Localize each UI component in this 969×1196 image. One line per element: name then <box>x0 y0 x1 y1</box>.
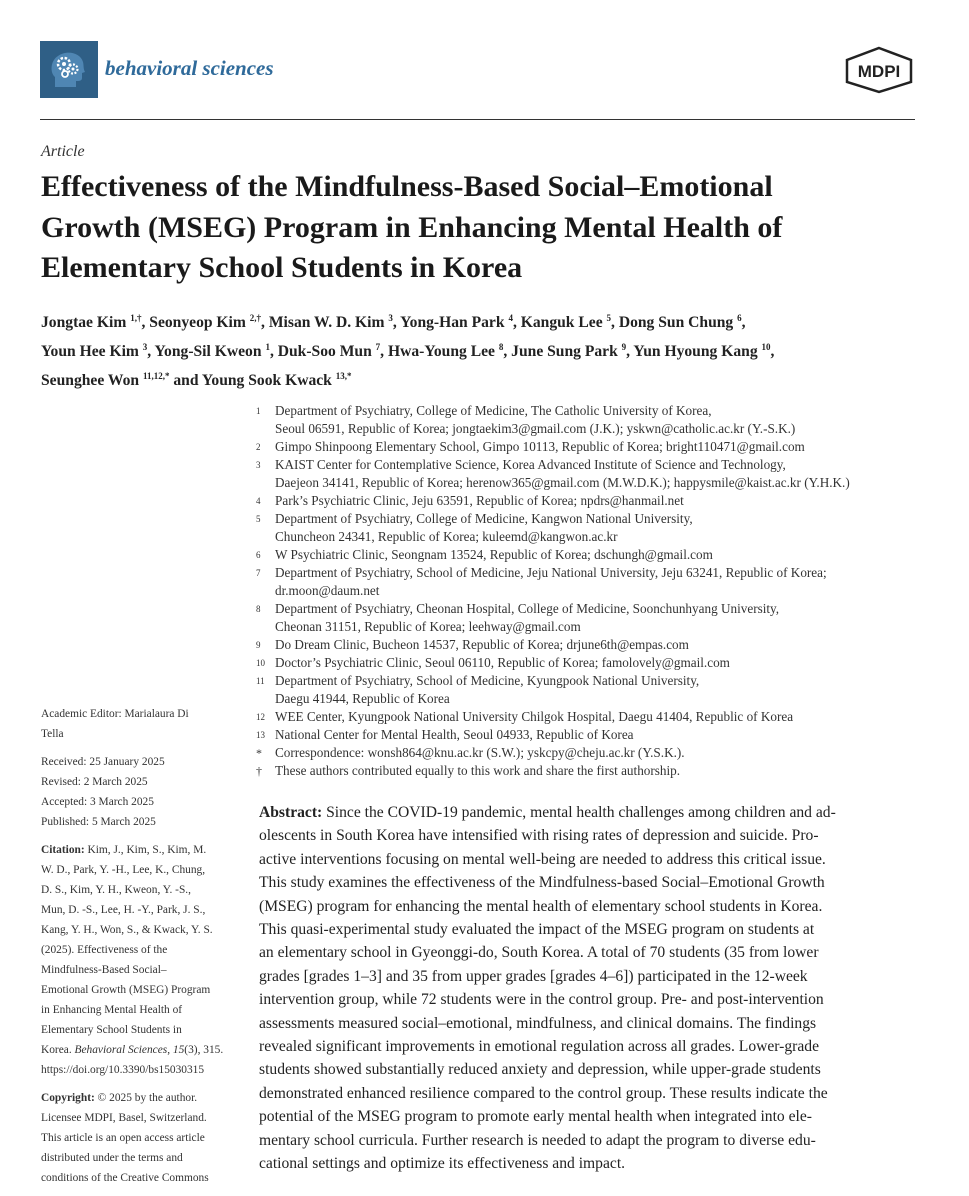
affiliation-text: These authors contributed equally to this work and share the first authorship. <box>275 763 681 778</box>
affiliation-number: 10 <box>256 658 265 668</box>
citation-doi-link[interactable]: https://doi.org/10.3390/bs15030315 <box>41 1064 205 1076</box>
citation-block <box>41 840 241 1080</box>
author-affiliation-marker: 4 <box>508 313 513 323</box>
citation-line: Kim, J., Kim, S., Kim, M. <box>84 844 207 856</box>
citation-journal-pre: Korea. <box>41 1044 75 1056</box>
citation-journal-mid: , <box>167 1044 173 1056</box>
publication-dates <box>41 752 241 832</box>
author-separator: , <box>512 314 521 332</box>
citation-line: Mindfulness-Based Social– <box>41 964 167 976</box>
author-name[interactable]: Duk-Soo Mun <box>277 343 376 361</box>
abstract-line: mentary school curricula. Further research is needed to adapt the program to diverse edu- <box>259 1131 816 1149</box>
citation-line: in Enhancing Mental Health of <box>41 1004 183 1016</box>
author-name[interactable]: Young Sook Kwack <box>201 372 336 390</box>
head-with-gears-icon <box>46 47 92 93</box>
affiliation-text: Gimpo Shinpoong Elementary School, Gimpo 10113, Republic of Korea; bright110471@gmail.com <box>275 439 805 454</box>
affiliation-number: 7 <box>256 568 261 578</box>
date-accepted: Accepted: 3 March 2025 <box>41 796 154 808</box>
affiliation-text: Department of Psychiatry, College of Medicine, Kangwon National University, <box>275 511 693 526</box>
citation-journal-post: (3), 315. <box>184 1044 224 1056</box>
copyright-line: Licensee MDPI, Basel, Switzerland. <box>41 1112 207 1124</box>
author-separator: , <box>626 343 634 361</box>
citation-line: Elementary School Students in <box>41 1024 182 1036</box>
affiliation-text: Doctor’s Psychiatric Clinic, Seoul 06110, Republic of Korea; famolovely@gmail.com <box>275 655 730 670</box>
affiliation-item <box>256 438 916 456</box>
copyright-line: © 2025 by the author. <box>94 1092 198 1104</box>
author-name[interactable]: Seunghee Won <box>41 372 143 390</box>
author-name[interactable]: Dong Sun Chung <box>618 314 738 332</box>
author-affiliation-marker: 10 <box>761 342 771 353</box>
abstract-text: Since the COVID-19 pandemic, mental health challenges among children and ad- <box>322 804 836 821</box>
affiliation-text: KAIST Center for Contemplative Science, Korea Advanced Institute of Science and Technology, <box>275 457 786 472</box>
copyright-line: This article is an open access article <box>41 1132 205 1144</box>
author-name[interactable]: Yong-Sil Kweon <box>154 343 266 361</box>
abstract-line: (MSEG) program for enhancing the mental health of elementary school students in Korea. <box>259 897 823 915</box>
affiliation-item <box>256 672 916 708</box>
abstract-label: Abstract: <box>259 804 323 821</box>
author-separator: , <box>141 314 150 332</box>
affiliation-text: Department of Psychiatry, School of Medicine, Jeju National University, Jeju 63241, Republic of Korea; <box>275 565 827 580</box>
affiliation-item <box>256 600 916 636</box>
affiliations-list <box>256 402 916 780</box>
affiliation-number: 6 <box>256 550 261 560</box>
author-separator: , <box>611 314 619 332</box>
author-separator: and <box>169 372 202 390</box>
title-line: Effectiveness of the Mindfulness-Based Social–Emotional <box>41 170 773 203</box>
affiliation-item <box>256 402 916 438</box>
author-affiliation-marker: 5 <box>606 313 612 323</box>
citation-line: Emotional Growth (MSEG) Program <box>41 984 211 996</box>
author-affiliation-marker: 3 <box>142 342 148 353</box>
date-published: Published: 5 March 2025 <box>41 816 156 828</box>
citation-line: W. D., Park, Y. -H., Lee, K., Chung, <box>41 864 206 876</box>
author-separator: , <box>380 343 388 361</box>
affiliation-item <box>256 726 916 744</box>
title-line: Growth (MSEG) Program in Enhancing Mental Health of <box>41 210 783 244</box>
affiliation-text: Department of Psychiatry, Cheonan Hospital, College of Medicine, Soonchunhyang University, <box>275 601 780 616</box>
affiliation-text: Park’s Psychiatric Clinic, Jeju 63591, Republic of Korea; npdrs@hanmail.net <box>275 493 684 508</box>
academic-editor <box>41 704 241 744</box>
author-affiliation-marker: 7 <box>375 342 381 353</box>
affiliation-text: Seoul 06591, Republic of Korea; jongtaekim3@gmail.com (J.K.); yskwn@catholic.ac.kr (Y.-S.K.) <box>275 421 796 436</box>
affiliation-text: Department of Psychiatry, College of Medicine, The Catholic University of Korea, <box>275 403 712 418</box>
article-title <box>41 167 901 289</box>
title-line: Elementary School Students in Korea <box>41 251 523 284</box>
author-affiliation-marker: 1,† <box>130 313 142 323</box>
copyright-label: Copyright: <box>41 1092 95 1104</box>
abstract-line: revealed significant improvements in emotional regulation across all grades. Lower-grade <box>259 1038 819 1056</box>
article-info-sidebar <box>41 704 241 1196</box>
affiliation-number: * <box>256 746 262 760</box>
date-revised: Revised: 2 March 2025 <box>41 776 148 788</box>
abstract-line: an elementary school in Gyeonggi-do, South Korea. A total of 70 students (35 from lower <box>259 944 819 962</box>
author-separator: , <box>741 314 746 332</box>
abstract-line: assessments measured social–emotional, mindfulness, and clinical domains. The findings <box>259 1014 817 1032</box>
author-separator: , <box>261 314 269 332</box>
abstract-line: This quasi-experimental study evaluated the impact of the MSEG program on students at <box>259 921 815 939</box>
article-type: Article <box>41 143 85 160</box>
date-received: Received: 25 January 2025 <box>41 756 165 768</box>
mdpi-logo[interactable] <box>843 46 915 94</box>
author-list <box>41 306 921 394</box>
affiliation-text: National Center for Mental Health, Seoul 04933, Republic of Korea <box>275 727 634 742</box>
copyright-line: distributed under the terms and <box>41 1152 183 1164</box>
author-affiliation-marker: 8 <box>498 342 504 353</box>
author-name[interactable]: Hwa-Young Lee <box>387 343 499 361</box>
affiliation-text: Cheonan 31151, Republic of Korea; leehway@gmail.com <box>275 619 581 634</box>
affiliation-number: 13 <box>256 730 265 740</box>
affiliation-text: Chuncheon 24341, Republic of Korea; kuleemd@kangwon.ac.kr <box>275 529 618 544</box>
author-line <box>41 306 921 335</box>
author-separator: , <box>147 343 155 361</box>
affiliation-text: Department of Psychiatry, School of Medicine, Kyungpook National University, <box>275 673 700 688</box>
affiliation-item <box>256 708 916 726</box>
editor-line: Academic Editor: Marialaura Di <box>41 708 189 720</box>
author-name[interactable]: Jongtae Kim <box>41 314 131 332</box>
copyright-block <box>41 1088 241 1188</box>
author-line <box>41 335 921 364</box>
affiliation-number: 8 <box>256 604 261 614</box>
affiliation-text: WEE Center, Kyungpook National University Chilgok Hospital, Daegu 41404, Republic of Korea <box>275 709 794 724</box>
affiliation-number: 1 <box>256 406 261 416</box>
citation-label: Citation: <box>41 844 85 856</box>
affiliation-number: 2 <box>256 442 261 452</box>
affiliation-item <box>256 492 916 510</box>
header-divider <box>40 119 915 120</box>
copyright-line: conditions of the Creative Commons <box>41 1172 209 1184</box>
abstract-line: demonstrated enhanced resilience compared to the control group. These results indicate the <box>259 1084 828 1102</box>
affiliation-text: Daejeon 34141, Republic of Korea; herenow365@gmail.com (M.W.D.K.); happysmile@kaist.ac.kr (Y.H.K.) <box>275 475 850 490</box>
citation-line: D. S., Kim, Y. H., Kweon, Y. -S., <box>41 884 191 896</box>
author-name[interactable]: June Sung Park <box>511 343 622 361</box>
affiliation-number: 11 <box>256 676 265 686</box>
abstract-line: students showed substantially reduced anxiety and depression, while upper-grade students <box>259 1061 821 1079</box>
journal-name[interactable]: behavioral sciences <box>105 56 274 80</box>
citation-line: Kang, Y. H., Won, S., & Kwack, Y. S. <box>41 924 213 936</box>
affiliation-number: † <box>256 764 262 778</box>
affiliation-item <box>256 564 916 600</box>
affiliation-item <box>256 636 916 654</box>
abstract <box>259 801 915 1176</box>
affiliation-text: Do Dream Clinic, Bucheon 14537, Republic of Korea; drjune6th@empas.com <box>275 637 689 652</box>
affiliation-text: Daegu 41944, Republic of Korea <box>275 691 450 706</box>
affiliation-text: dr.moon@daum.net <box>275 583 380 598</box>
affiliation-number: 3 <box>256 460 261 470</box>
author-name[interactable]: Kanguk Lee <box>520 314 607 332</box>
author-affiliation-marker: 3 <box>388 313 393 323</box>
abstract-line: grades [grades 1–3] and 35 from upper grades [grades 4–6]) participated in the 12-week <box>259 967 808 985</box>
abstract-line: intervention group, while 72 students were in the control group. Pre- and post-intervention <box>259 991 824 1009</box>
citation-volume: 15 <box>172 1044 185 1056</box>
abstract-line: potential of the MSEG program to promote early mental health when integrated into ele- <box>259 1108 812 1126</box>
affiliation-number: 5 <box>256 514 261 524</box>
author-name[interactable]: Misan W. D. Kim <box>268 314 389 332</box>
affiliation-item <box>256 510 916 546</box>
affiliation-item <box>256 744 916 762</box>
author-affiliation-marker: 9 <box>621 342 627 353</box>
affiliation-number: 12 <box>256 712 265 722</box>
citation-line: Mun, D. -S., Lee, H. -Y., Park, J. S., <box>41 904 206 916</box>
author-affiliation-marker: 1 <box>265 342 270 353</box>
editor-line: Tella <box>41 728 64 740</box>
author-separator: , <box>503 343 512 361</box>
abstract-line: cational settings and optimize its effectiveness and impact. <box>259 1155 626 1173</box>
affiliation-text: W Psychiatric Clinic, Seongnam 13524, Republic of Korea; dschungh@gmail.com <box>275 547 713 562</box>
author-affiliation-marker: 13,* <box>335 371 352 382</box>
affiliation-number: 4 <box>256 496 261 506</box>
author-separator: , <box>269 343 278 361</box>
svg-text:MDPI: MDPI <box>857 62 901 81</box>
abstract-line: olescents in South Korea have intensified with rising rates of depression and suicide. Pro- <box>259 827 819 845</box>
affiliation-item <box>256 654 916 672</box>
affiliation-item <box>256 762 916 780</box>
author-name[interactable]: Youn Hee Kim <box>41 343 143 361</box>
affiliation-text: Correspondence: wonsh864@knu.ac.kr (S.W.); yskcpy@cheju.ac.kr (Y.S.K.). <box>275 745 685 760</box>
affiliation-item <box>256 456 916 492</box>
abstract-line: This study examines the effectiveness of the Mindfulness-based Social–Emotional Growth <box>259 874 825 892</box>
abstract-line <box>259 801 915 824</box>
abstract-line: active interventions focusing on mental well-being are needed to address this critical issue. <box>259 850 826 868</box>
author-affiliation-marker: 11,12,* <box>142 371 170 382</box>
author-name[interactable]: Seonyeop Kim <box>149 314 250 332</box>
affiliation-number: 9 <box>256 640 261 650</box>
author-line <box>41 364 921 393</box>
author-affiliation-marker: 2,† <box>249 313 262 323</box>
citation-journal: Behavioral Sciences <box>74 1044 168 1056</box>
author-separator: , <box>770 343 775 361</box>
journal-logo[interactable] <box>40 41 98 98</box>
author-name[interactable]: Yong-Han Park <box>400 314 509 332</box>
author-separator: , <box>392 314 401 332</box>
author-affiliation-marker: 6 <box>737 313 742 323</box>
affiliation-item <box>256 546 916 564</box>
citation-line: (2025). Effectiveness of the <box>41 944 168 956</box>
author-name[interactable]: Yun Hyoung Kang <box>633 343 762 361</box>
